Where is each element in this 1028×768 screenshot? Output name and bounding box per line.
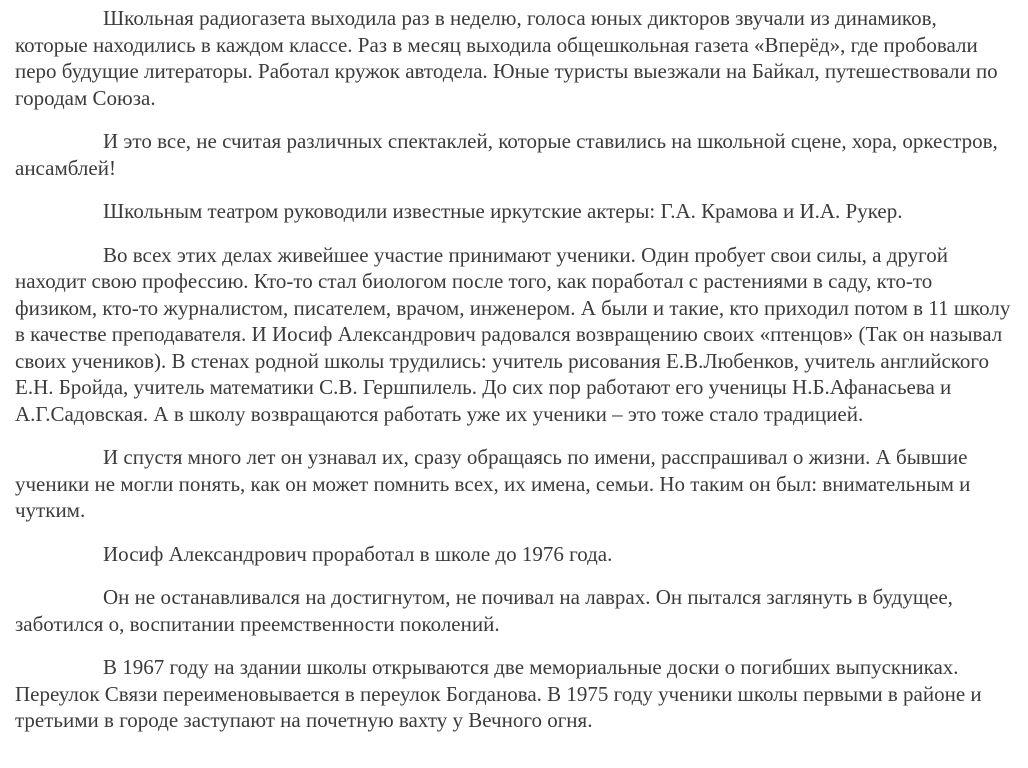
- paragraph-students-participation: Во всех этих делах живейшее участие принимают ученики. Один пробует свои силы, а другой находит свою профессию. Кто-то стал биологом после того, как поработал с растениями в саду, кто-то физиком, кто-то журналистом, писателем, врачом, инженером. А были и такие, кто приходил потом в 11 школу в качестве преподавателя. И Иосиф Александрович радовался возвращению своих «птенцов» (Так он называл своих учеников). В стенах родной школы трудились: учитель рисования Е.В.Любенков, учитель английского Е.Н. Бройда, учитель математики С.В. Гершпилель. До сих пор работают его ученицы Н.Б.Афанасьева и А.Г.Садовская. А в школу возвращаются работать уже их ученики – это тоже стало традицией.: [15, 242, 1011, 426]
- paragraph-remembered-students: И спустя много лет он узнавал их, сразу обращаясь по имени, расспрашивал о жизни. А бывшие ученики не могли понять, как он может помнить всех, их имена, семьи. Но таким он был: внимательным и чутким.: [15, 445, 971, 522]
- paragraph-performances: И это все, не считая различных спектаклей, которые ставились на школьной сцене, хора, оркестров, ансамблей!: [15, 129, 998, 180]
- document-body: [15, 5, 1013, 734]
- paragraph-school-media: Школьная радиогазета выходила раз в неделю, голоса юных дикторов звучали из динамиков, которые находились в каждом классе. Раз в месяц выходила общешкольная газета «Вперёд», где пробовали перо будущие литераторы. Работал кружок автодела. Юные туристы выезжали на Байкал, путешествовали по городам Союза.: [15, 6, 998, 110]
- paragraph-continuity: Он не останавливался на достигнутом, не почивал на лаврах. Он пытался заглянуть в будущее, заботился о, воспитании преемственности поколений.: [15, 585, 953, 636]
- paragraph-school-theatre: Школьным театром руководили известные иркутские актеры: Г.А. Крамова и И.А. Рукер.: [103, 199, 903, 223]
- paragraph-worked-until-1976: Иосиф Александрович проработал в школе до 1976 года.: [103, 541, 613, 566]
- paragraph-memorial-plaques: В 1967 году на здании школы открываются две мемориальные доски о погибших выпускниках. Переулок Связи переименовывается в переулок Богданова. В 1975 году ученики школы первыми в районе и третьими в городе заступают на почетную вахту у Вечного огня.: [15, 655, 982, 732]
